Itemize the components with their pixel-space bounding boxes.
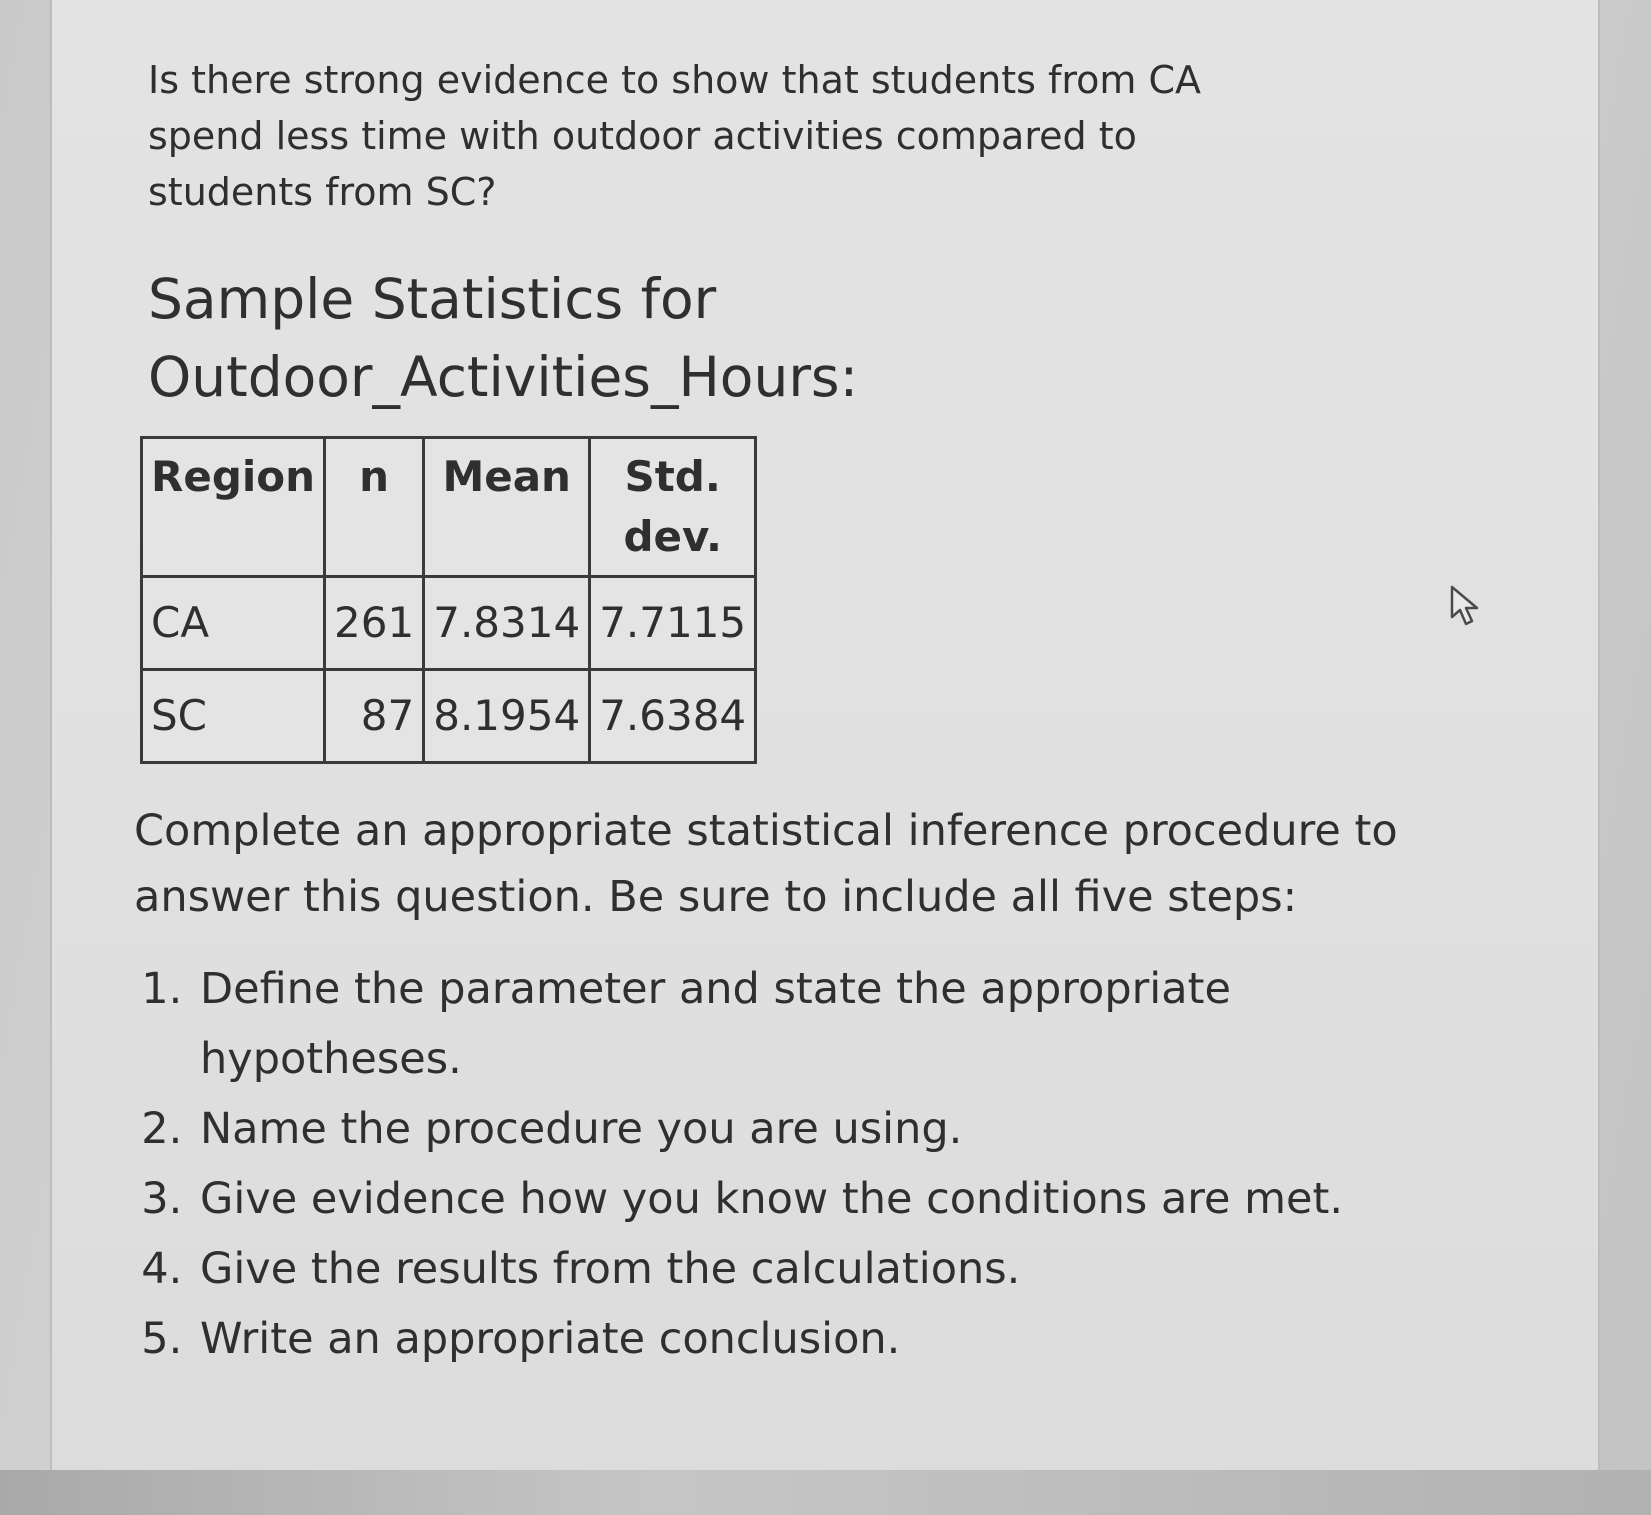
header-std-dev (590, 438, 756, 577)
steps-list (148, 954, 1456, 1374)
instructions-text: Complete an appropriate statistical inference procedure to answer this question. Be sure to include all five steps: (134, 806, 1398, 922)
table-header-row (142, 438, 756, 577)
header-std-dev-line-2: dev. (623, 512, 722, 561)
list-item: 2. Name the procedure you are using. (196, 1094, 1456, 1164)
cell-region: CA (142, 577, 325, 670)
table-row (142, 670, 756, 763)
question-content (134, 52, 1508, 1374)
question-page (50, 0, 1600, 1470)
question-text: Is there strong evidence to show that students from CA spend less time with outdoor activities compared to students from SC? (148, 58, 1202, 214)
stats-title-line-1: Sample Statistics for (148, 267, 717, 331)
list-item: 5. Write an appropriate conclusion. (196, 1304, 1456, 1374)
list-item: 3. Give evidence how you know the conditions are met. (196, 1164, 1456, 1234)
stats-title-line-2: Outdoor_Activities_Hours: (148, 345, 859, 409)
table-row (142, 577, 756, 670)
cell-region: SC (142, 670, 325, 763)
list-item: 4. Give the results from the calculations. (196, 1234, 1456, 1304)
cell-std-dev: 7.7115 (590, 577, 756, 670)
header-region: Region (142, 438, 325, 577)
cell-n: 261 (325, 577, 424, 670)
mouse-pointer-icon (1448, 583, 1488, 629)
sample-statistics-table (140, 436, 757, 764)
bottom-edge (0, 1470, 1651, 1515)
list-item: 1. Define the parameter and state the appropriate hypotheses. (196, 954, 1456, 1094)
header-n: n (325, 438, 424, 577)
cell-std-dev: 7.6384 (590, 670, 756, 763)
stats-title (148, 260, 1508, 416)
cell-mean: 7.8314 (424, 577, 590, 670)
header-std-dev-line-1: Std. (624, 452, 721, 501)
cell-mean: 8.1954 (424, 670, 590, 763)
header-mean: Mean (424, 438, 590, 577)
cell-n: 87 (325, 670, 424, 763)
